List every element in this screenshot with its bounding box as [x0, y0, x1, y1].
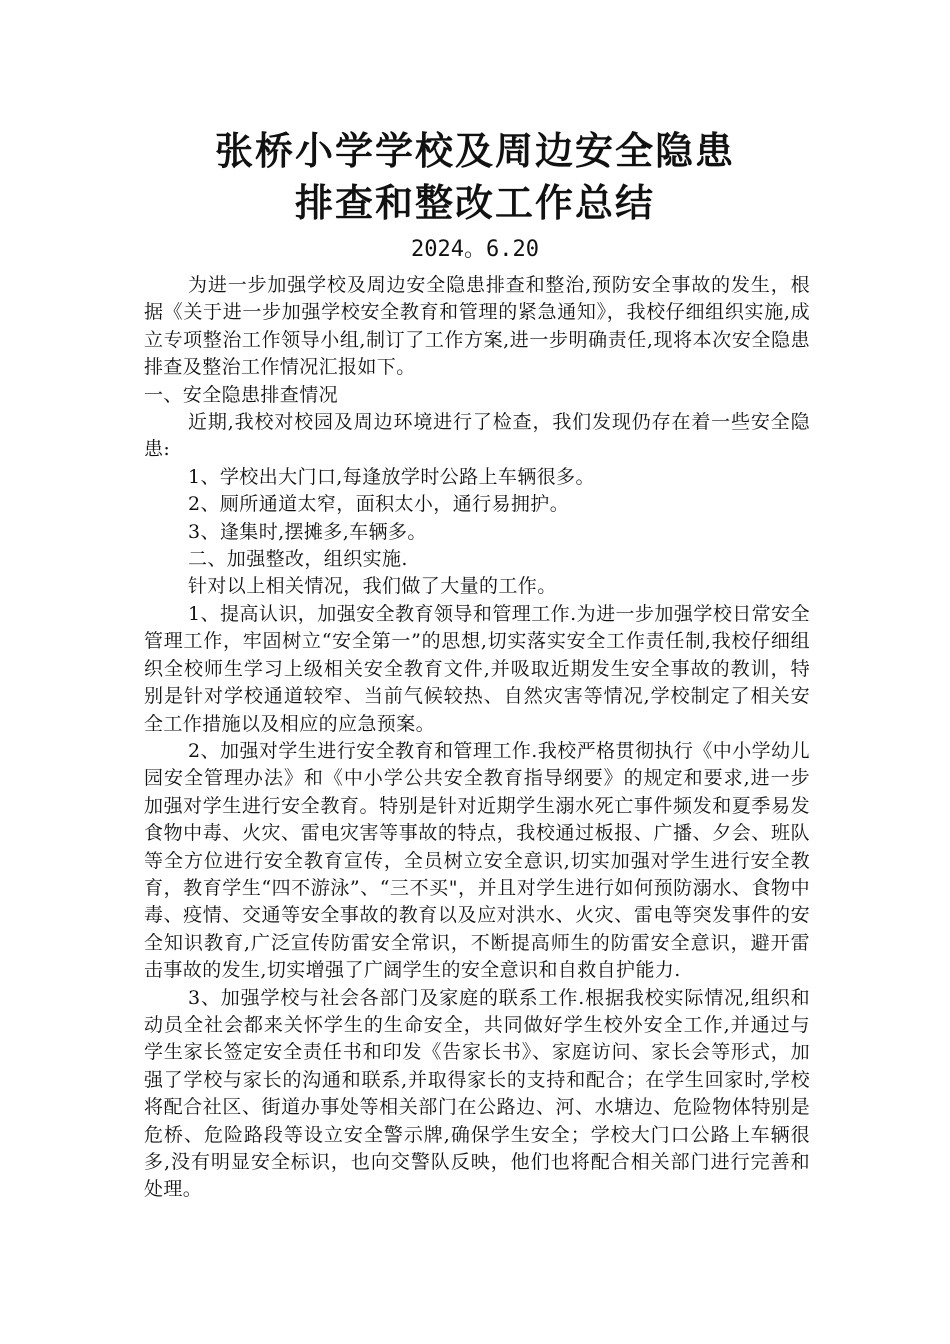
paragraph-intro: 为进一步加强学校及周边安全隐患排查和整治,预防安全事故的发生，根据《关于进一步加强学校安全教育和管理的紧急通知》，我校仔细组织实施,成立专项整治工作领导小组,制订了工作方案,进一步明确责任,现将本次安全隐患排查及整治工作情况汇报如下。 — [144, 274, 810, 379]
measure-item-3: 3、加强学校与社会各部门及家庭的联系工作.根据我校实际情况,组织和动员全社会都来关怀学生的生命安全，共同做好学生校外安全工作,并通过与学生家长签定安全责任书和印发《告家长书》、家庭访问、家长会等形式，加强了学校与家长的沟通和联系,并取得家长的支持和配合；在学生回家时,学校将配合社区、街道办事处等相关部门在公路边、河、水塘边、危险物体特别是危桥、危险路段等设立安全警示牌,确保学生安全；学校大门口公路上车辆很多,没有明显安全标识，也向交警队反映，他们也将配合相关部门进行完善和处理。 — [144, 986, 810, 1201]
section-heading-1: 一、安全隐患排查情况 — [144, 383, 339, 406]
measure-item-1: 1、提高认识，加强安全教育领导和管理工作.为进一步加强学校日常安全管理工作，牢固树立“安全第一”的思想,切实落实安全工作责任制,我校仔细组织全校师生学习上级相关安全教育文件,并吸取近期发生安全事故的教训，特别是针对学校通道较窄、当前气候较热、自然灾害等情况,学校制定了相关安全工作措施以及相应的应急预案。 — [144, 602, 810, 735]
paragraph-inspection: 近期,我校对校园及周边环境进行了检查，我们发现仍存在着一些安全隐患: — [144, 411, 810, 461]
hazard-item-1: 1、学校出大门口,每逢放学时公路上车辆很多。 — [188, 465, 595, 488]
document-title-line-2: 排查和整改工作总结 — [294, 181, 655, 225]
document-body — [144, 272, 810, 1204]
hazard-item-3: 3、逢集时,摆摊多,车辆多。 — [188, 520, 427, 543]
measure-item-2: 2、加强对学生进行安全教育和管理工作.我校严格贯彻执行《中小学幼儿园安全管理办法》和《中小学公共安全教育指导纲要》的规定和要求,进一步加强对学生进行安全教育。特别是针对近期学生溺水死亡事件频发和夏季易发食物中毒、火灾、雷电灾害等事故的特点，我校通过板报、广播、夕会、班队等全方位进行安全教育宣传，全员树立安全意识,切实加强对学生进行安全教育，教育学生“四不游泳”、“三不买"，并且对学生进行如何预防溺水、食物中毒、疫情、交通等安全事故的教育以及应对洪水、火灾、雷电等突发事件的安全知识教育,广泛宣传防雷安全常识，不断提高师生的防雷安全意识，避开雷击事故的发生,切实增强了广阔学生的安全意识和自救自护能力. — [144, 739, 810, 982]
section-heading-2: 二、加强整改，组织实施. — [188, 548, 408, 571]
document-date: 2024。6.20 — [411, 237, 539, 262]
document-title-line-1: 张桥小学学校及周边安全隐患 — [214, 129, 735, 173]
hazard-item-2: 2、厕所通道太窄，面积太小，通行易拥护。 — [188, 493, 570, 516]
paragraph-response: 针对以上相关情况，我们做了大量的工作。 — [188, 575, 557, 598]
